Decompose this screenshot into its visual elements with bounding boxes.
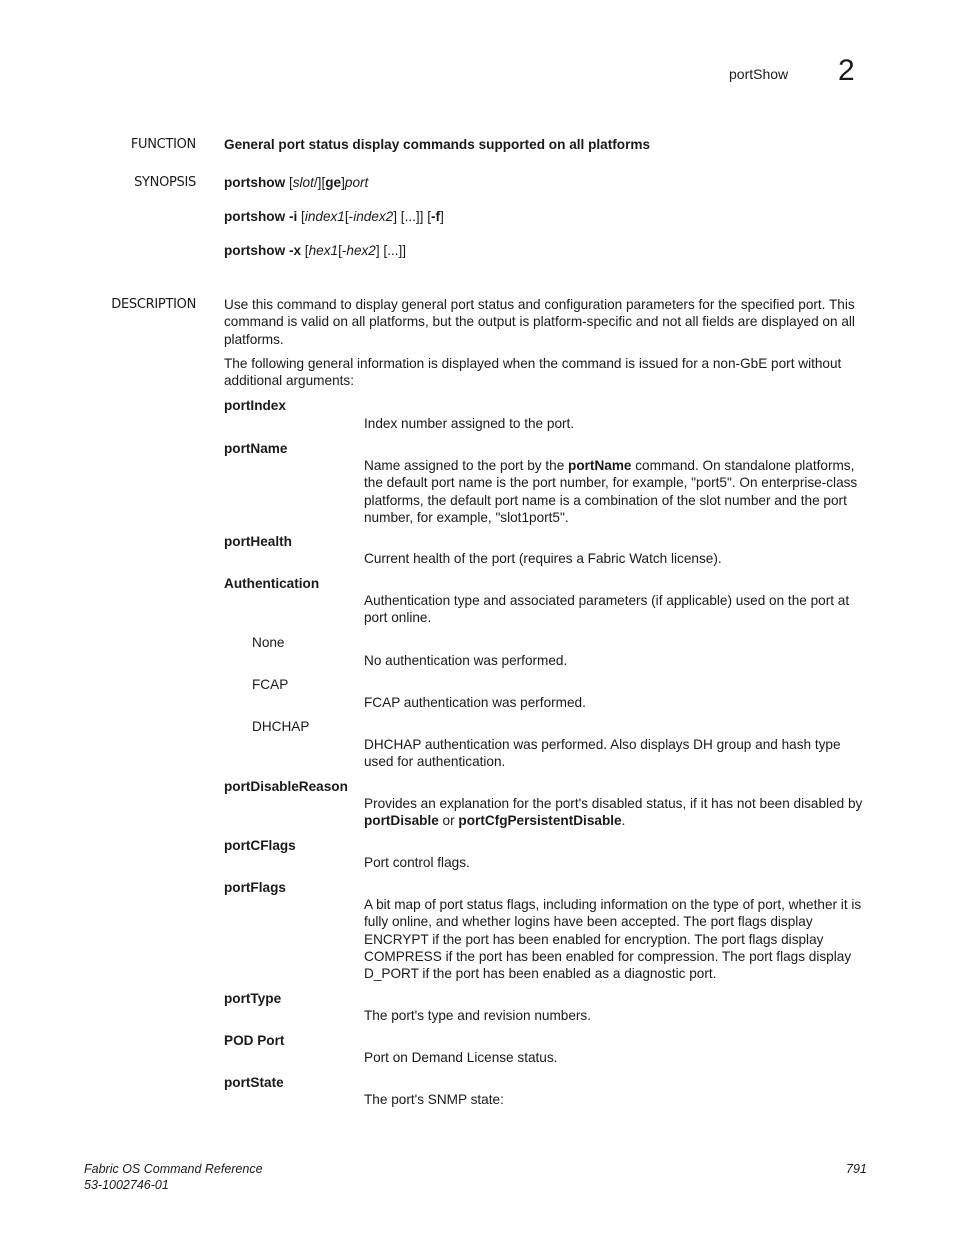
footer-book-title: Fabric OS Command Reference xyxy=(84,1162,263,1176)
footer-page-number: 791 xyxy=(846,1162,867,1176)
def-portname: Name assigned to the port by the portName command. On standalone platforms, the default port name is the port number, for example, "port5". On enterprise-class platforms, the default port name is a combination of the slot number and the port number, for example, "slot1port5". xyxy=(364,458,858,525)
chapter-number: 2 xyxy=(838,54,855,87)
description-label: DESCRIPTION xyxy=(111,297,196,312)
synopsis-line-1: portshow [slot/][ge]port xyxy=(224,175,369,190)
def-portstate: The port's SNMP state: xyxy=(364,1092,504,1107)
def-auth-fcap: FCAP authentication was performed. xyxy=(364,695,586,710)
def-porttype: The port's type and revision numbers. xyxy=(364,1008,592,1023)
term-portdisablereason: portDisableReason xyxy=(224,779,348,794)
running-header-title: portShow xyxy=(729,66,789,82)
description-para-1: Use this command to display general port status and configuration parameters for the specified port. This command is valid on all platforms, but the output is platform-specific and not all fields are displayed on all platforms. xyxy=(224,297,855,347)
term-portflags: portFlags xyxy=(224,880,286,895)
term-authentication: Authentication xyxy=(224,576,320,591)
def-auth-none: No authentication was performed. xyxy=(364,653,568,668)
def-portflags: A bit map of port status flags, including information on the type of port, whether it is fully online, and whether logins have been accepted. The port flags display ENCRYPT if the port has been enabled for encryption. The port flags display COMPRESS if the port has been enabled for compression. The port flags display D_PORT if the port has been enabled as a diagnostic port. xyxy=(364,897,862,982)
term-portname: portName xyxy=(224,441,288,456)
description-para-2: The following general information is displayed when the command is issued for a non-GbE port without additional arguments: xyxy=(224,356,842,389)
synopsis-label: SYNOPSIS xyxy=(134,175,196,190)
term-auth-fcap: FCAP xyxy=(252,677,289,692)
def-portcflags: Port control flags. xyxy=(364,855,470,870)
def-portindex: Index number assigned to the port. xyxy=(364,416,575,431)
synopsis-line-2: portshow -i [index1[-index2] [...]] [-f] xyxy=(224,209,444,224)
def-auth-dhchap: DHCHAP authentication was performed. Also displays DH group and hash type used for authentication. xyxy=(364,737,841,770)
def-porthealth: Current health of the port (requires a Fabric Watch license). xyxy=(364,551,722,566)
synopsis-line-3: portshow -x [hex1[-hex2] [...]] xyxy=(224,243,407,258)
term-portcflags: portCFlags xyxy=(224,838,296,853)
term-portindex: portIndex xyxy=(224,398,286,413)
def-podport: Port on Demand License status. xyxy=(364,1050,558,1065)
term-portstate: portState xyxy=(224,1075,284,1090)
term-auth-none: None xyxy=(252,635,285,650)
term-auth-dhchap: DHCHAP xyxy=(252,719,310,734)
function-label: FUNCTION xyxy=(130,137,196,152)
function-text: General port status display commands supported on all platforms xyxy=(224,137,651,152)
footer-doc-number: 53-1002746-01 xyxy=(84,1178,169,1192)
term-porttype: portType xyxy=(224,991,282,1006)
footer-book-info xyxy=(84,1161,263,1193)
def-portdisablereason: Provides an explanation for the port's disabled status, if it has not been disabled by portDisable or portCfgPersistentDisable. xyxy=(364,796,863,829)
term-porthealth: portHealth xyxy=(224,534,292,549)
def-authentication: Authentication type and associated parameters (if applicable) used on the port at port online. xyxy=(364,593,850,626)
term-podport: POD Port xyxy=(224,1033,285,1048)
